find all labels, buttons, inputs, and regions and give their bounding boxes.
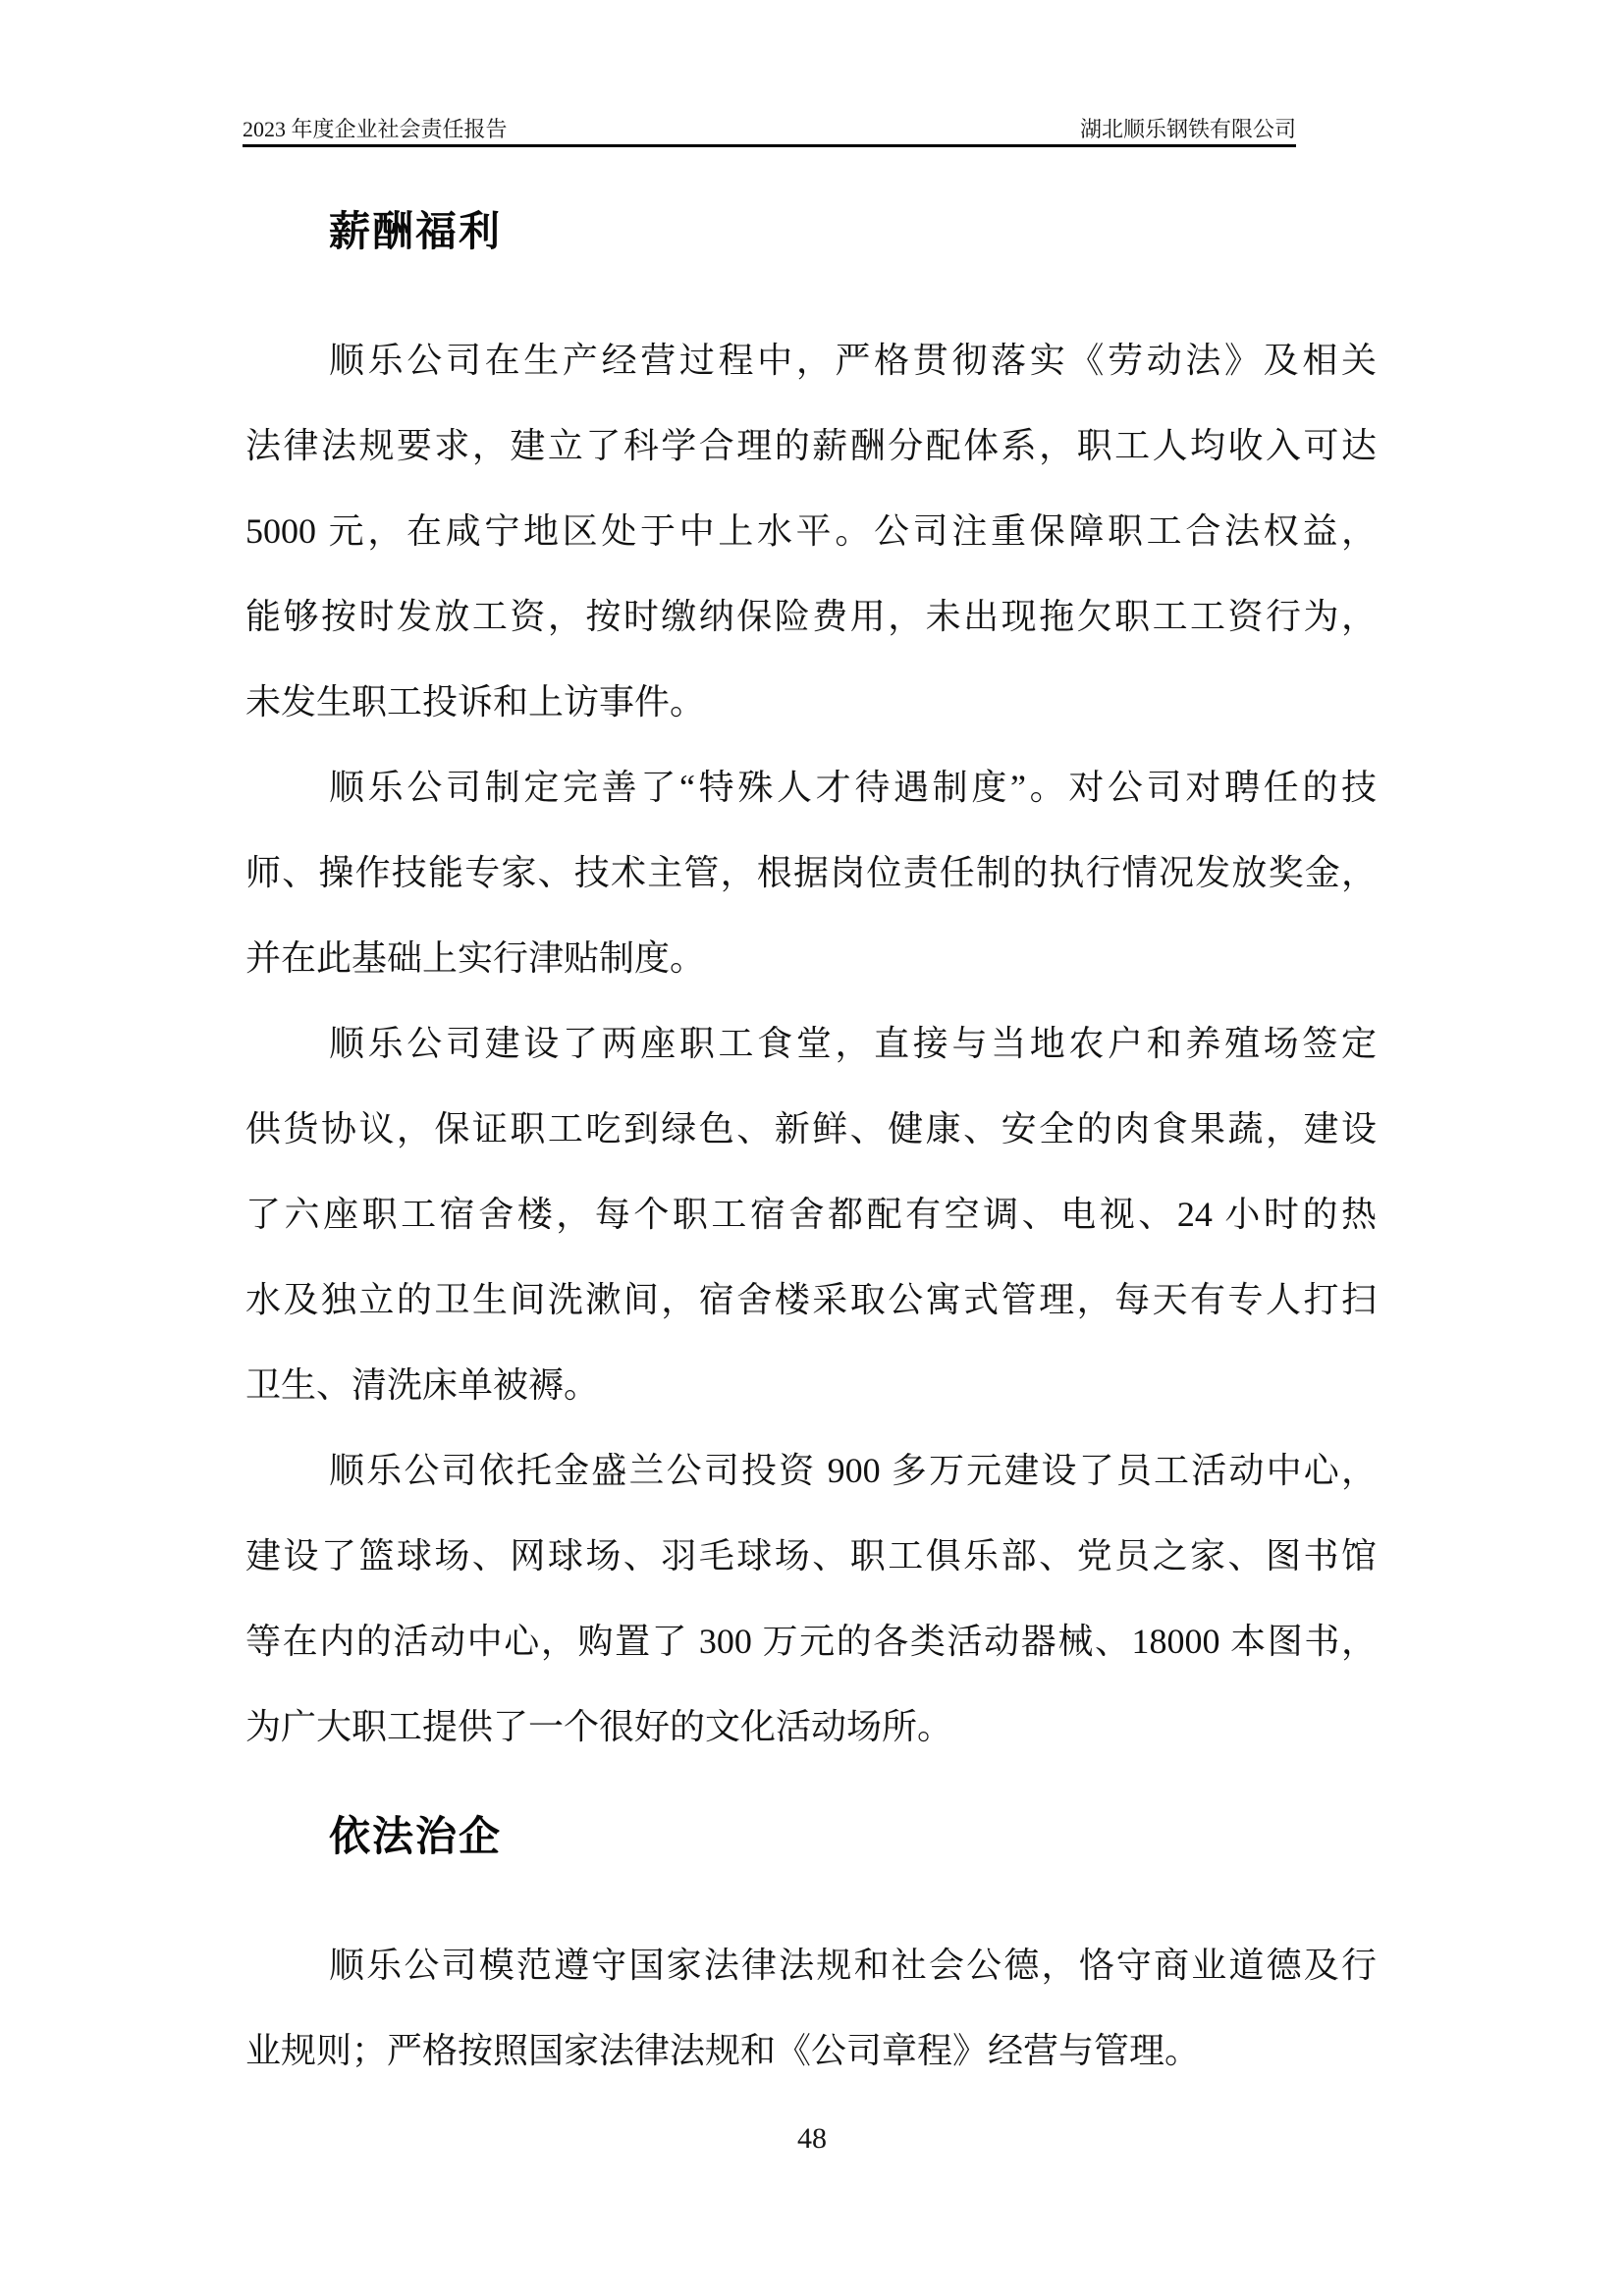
- section-heading: 薪酬福利: [329, 208, 503, 254]
- body-line: 等在内的活动中心，购置了 300 万元的各类活动器械、18000 本图书，: [245, 1622, 1377, 1661]
- body-line: 顺乐公司在生产经营过程中，严格贯彻落实《劳动法》及相关: [329, 341, 1377, 380]
- body-line: 未发生职工投诉和上访事件。: [245, 682, 706, 721]
- header-report-title: 2023 年度企业社会责任报告: [243, 117, 508, 141]
- body-line: 业规则；严格按照国家法律法规和《公司章程》经营与管理。: [245, 2031, 1201, 2070]
- body-line: 顺乐公司模范遵守国家法律法规和社会公德，恪守商业道德及行: [329, 1946, 1377, 1985]
- body-line: 师、操作技能专家、技术主管，根据岗位责任制的执行情况发放奖金，: [245, 853, 1377, 892]
- body-line: 顺乐公司依托金盛兰公司投资 900 多万元建设了员工活动中心，: [329, 1451, 1377, 1490]
- paragraph: [245, 1923, 1377, 2094]
- document-body: [245, 0, 1377, 2094]
- page-number: 48: [797, 2122, 827, 2155]
- paragraph: [245, 1428, 1377, 1770]
- body-line: 了六座职工宿舍楼，每个职工宿舍都配有空调、电视、24 小时的热: [245, 1195, 1377, 1234]
- body-line: 5000 元，在咸宁地区处于中上水平。公司注重保障职工合法权益，: [245, 511, 1377, 551]
- body-line: 为广大职工提供了一个很好的文化活动场所。: [245, 1707, 953, 1746]
- body-line: 卫生、清洗床单被褥。: [245, 1365, 600, 1405]
- body-line: 顺乐公司建设了两座职工食堂，直接与当地农户和养殖场签定: [329, 1024, 1377, 1063]
- body-line: 法律法规要求，建立了科学合理的薪酬分配体系，职工人均收入可达: [245, 426, 1377, 465]
- section-heading: 依法治企: [329, 1813, 503, 1859]
- body-line: 供货协议，保证职工吃到绿色、新鲜、健康、安全的肉食果蔬，建设: [245, 1109, 1377, 1148]
- body-line: 水及独立的卫生间洗漱间，宿舍楼采取公寓式管理，每天有专人打扫: [245, 1280, 1377, 1319]
- paragraph: [245, 1001, 1377, 1428]
- body-line: 能够按时发放工资，按时缴纳保险费用，未出现拖欠职工工资行为，: [245, 597, 1377, 636]
- body-line: 顺乐公司制定完善了“特殊人才待遇制度”。对公司对聘任的技: [329, 768, 1377, 807]
- paragraph: [245, 318, 1377, 745]
- body-line: 建设了篮球场、网球场、羽毛球场、职工俱乐部、党员之家、图书馆: [245, 1536, 1377, 1575]
- header-company-name: 湖北顺乐钢铁有限公司: [1079, 117, 1296, 141]
- body-line: 并在此基础上实行津贴制度。: [245, 938, 706, 978]
- paragraph: [245, 745, 1377, 1001]
